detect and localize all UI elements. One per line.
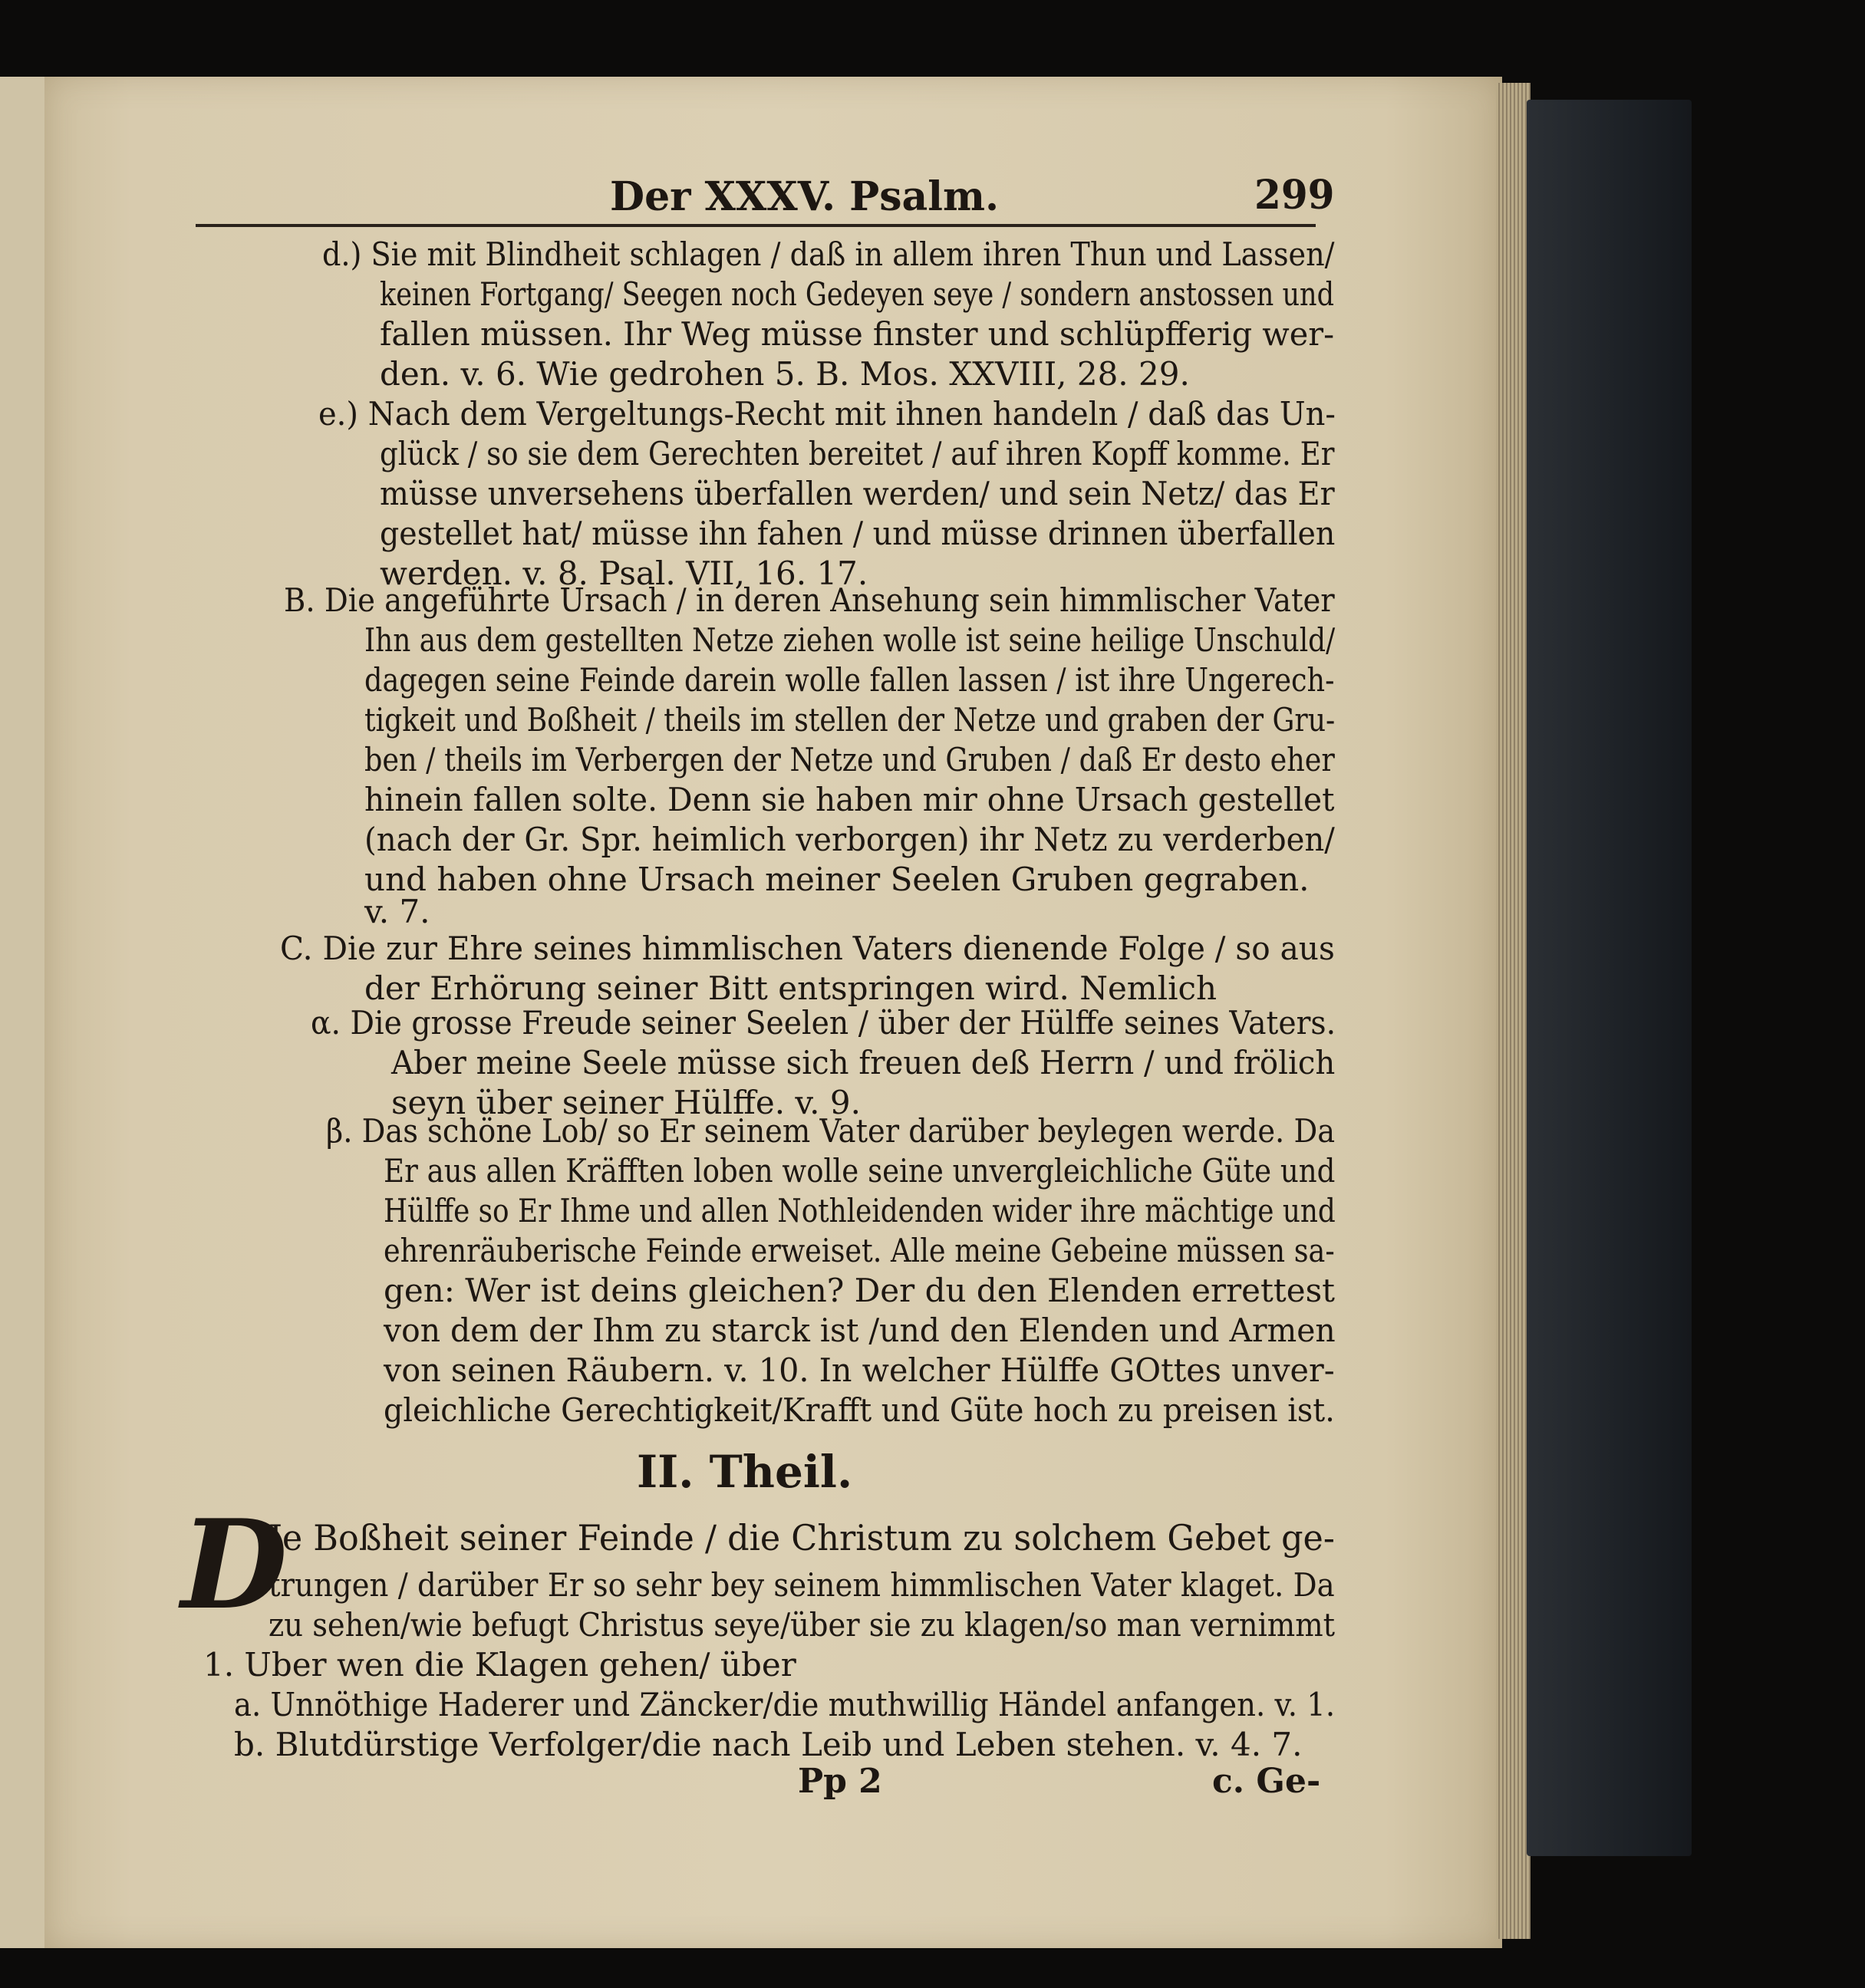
section-heading: II. Theil. — [637, 1446, 853, 1498]
text-line: und haben ohne Ursach meiner Seelen Gruben gegraben. — [364, 861, 1310, 898]
text-line: e.) Nach dem Vergeltungs-Recht mit ihnen handeln / daß das Un- — [318, 395, 1336, 433]
section-line: a. Unnöthige Haderer und Zäncker/die muthwillig Händel anfangen. v. 1. — [234, 1686, 1336, 1723]
text-line: der Erhörung seiner Bitt entspringen wird. Nemlich — [364, 969, 1218, 1007]
text-line: hinein fallen solte. Denn sie haben mir ohne Ursach gestellet — [364, 781, 1335, 818]
text-line: von dem der Ihm zu starck ist /und den Elenden und Armen — [384, 1312, 1336, 1349]
text-line: keinen Fortgang/ Seegen noch Gedeyen seye / sondern anstossen und — [380, 275, 1335, 313]
catchword: c. Ge- — [1212, 1762, 1321, 1801]
text-line: ben / theils im Verbergen der Netze und Gruben / daß Er desto eher — [364, 741, 1335, 778]
text-line: müsse unversehens überfallen werden/ und sein Netz/ das Er — [380, 475, 1335, 512]
section-line: Je Boßheit seiner Feinde / die Christum zu solchem Gebet ge- — [269, 1517, 1335, 1558]
text-line: C. Die zur Ehre seines himmlischen Vaters dienende Folge / so aus — [280, 930, 1335, 967]
text-line: fallen müssen. Ihr Weg müsse finster und schlüpfferig wer- — [380, 315, 1335, 353]
text-line: Er aus allen Kräfften loben wolle seine unvergleichliche Güte und — [384, 1152, 1336, 1190]
text-line: (nach der Gr. Spr. heimlich verborgen) ihr Netz zu verderben/ — [364, 821, 1335, 858]
text-line: den. v. 6. Wie gedrohen 5. B. Mos. XXVIII, 28. 29. — [380, 355, 1190, 393]
text-line: α. Die grosse Freude seiner Seelen / über der Hülffe seines Vaters. — [311, 1004, 1336, 1042]
section-line: trungen / darüber Er so sehr bey seinem himmlischen Vater klaget. Da — [269, 1566, 1335, 1604]
text-line: seyn über seiner Hülffe. v. 9. — [391, 1084, 861, 1121]
text-line: werden. v. 8. Psal. VII, 16. 17. — [380, 555, 868, 592]
text-line: v. 7. — [364, 893, 430, 930]
page-number: 299 — [1254, 172, 1335, 219]
page-block-edge — [1496, 83, 1531, 1939]
text-line: gleichliche Gerechtigkeit/Krafft und Güte hoch zu preisen ist. — [384, 1391, 1335, 1429]
header-rule — [196, 224, 1316, 227]
text-line: dagegen seine Feinde darein wolle fallen lassen / ist ihre Ungerech- — [364, 661, 1335, 699]
text-line: Ihn aus dem gestellten Netze ziehen wolle ist seine heilige Unschuld/ — [364, 621, 1336, 659]
signature-mark: Pp 2 — [798, 1762, 882, 1801]
text-line: gen: Wer ist deins gleichen? Der du den Elenden errettest — [384, 1272, 1336, 1309]
drop-cap: D — [181, 1493, 288, 1637]
text-line: tigkeit und Boßheit / theils im stellen der Netze und graben der Gru- — [364, 701, 1336, 739]
text-line: ehrenräuberische Feinde erweiset. Alle meine Gebeine müssen sa- — [384, 1232, 1335, 1269]
running-title: Der XXXV. Psalm. — [610, 173, 1000, 220]
book-cover — [1527, 100, 1692, 1856]
text-line: d.) Sie mit Blindheit schlagen / daß in allem ihren Thun und Lassen/ — [322, 235, 1335, 273]
text-line: β. Das schöne Lob/ so Er seinem Vater darüber beylegen werde. Da — [326, 1112, 1336, 1150]
text-line: Hülffe so Er Ihme und allen Nothleidenden wider ihre mächtige und — [384, 1192, 1336, 1229]
text-line: gestellet hat/ müsse ihn fahen / und müsse drinnen überfallen — [380, 515, 1336, 552]
text-line: B. Die angeführte Ursach / in deren Ansehung sein himmlischer Vater — [284, 581, 1335, 619]
section-line: 1. Uber wen die Klagen gehen/ über — [203, 1646, 796, 1684]
text-line: Aber meine Seele müsse sich freuen deß Herrn / und frölich — [391, 1044, 1336, 1081]
text-line: von seinen Räubern. v. 10. In welcher Hülffe GOttes unver- — [384, 1351, 1335, 1389]
section-line: b. Blutdürstige Verfolger/die nach Leib und Leben stehen. v. 4. 7. — [234, 1726, 1303, 1763]
section-line: zu sehen/wie befugt Christus seye/über sie zu klagen/so man vernimmt — [269, 1606, 1336, 1644]
text-line: glück / so sie dem Gerechten bereitet / auf ihren Kopff komme. Er — [380, 435, 1335, 472]
